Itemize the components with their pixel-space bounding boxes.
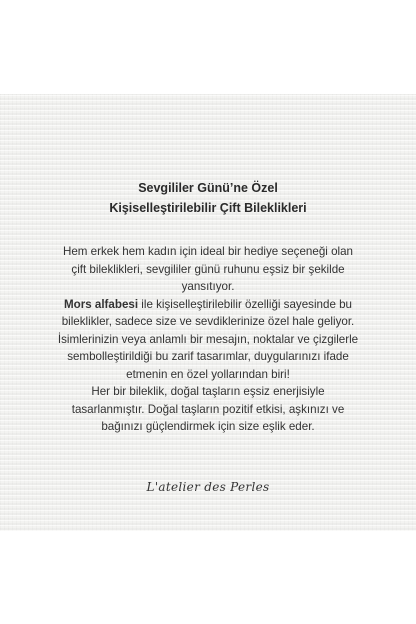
body-line: İsimlerinizin veya anlamlı bir mesajın, noktalar ve çizgilerle [57,332,359,346]
body-line-rest: ile kişiselleştirilebilir özelliği sayesinde bu [138,297,353,311]
body-line: sembolleştirildiği bu zarif tasarımlar, duygularınızı ifade [67,350,349,363]
body-line: etmenin en özel yollarından biri! [126,367,290,381]
brand-signature-logo: L'atelier des Perles [146,480,270,494]
body-line: bileklikler, sadece size ve sevdiklerinize özel hale geliyor. [61,315,355,328]
page-title [0,178,416,218]
body-line: tasarlanmıştır. Doğal taşların pozitif etkisi, aşkınızı ve [71,402,345,416]
title-line-1: Sevgililer Günü’ne Özel [138,181,278,195]
body-line: Hem erkek hem kadın için ideal bir hediye seçeneği olan [62,245,353,258]
body-line [40,296,376,314]
body-line: bağınızı güçlendirmek için size eşlik eder. [101,420,315,433]
morse-highlight: Mors alfabesi [63,297,139,311]
body-line: yansıtıyor. [181,280,235,293]
description-text [40,243,376,436]
body-line: çift bileklikleri, sevgililer günü ruhunu eşsiz bir şekilde [71,262,345,276]
title-line-2: Kişiselleştirilebilir Çift Bileklikleri [109,201,307,215]
body-line: Her bir bileklik, doğal taşların eşsiz enerjisiyle [91,385,325,398]
